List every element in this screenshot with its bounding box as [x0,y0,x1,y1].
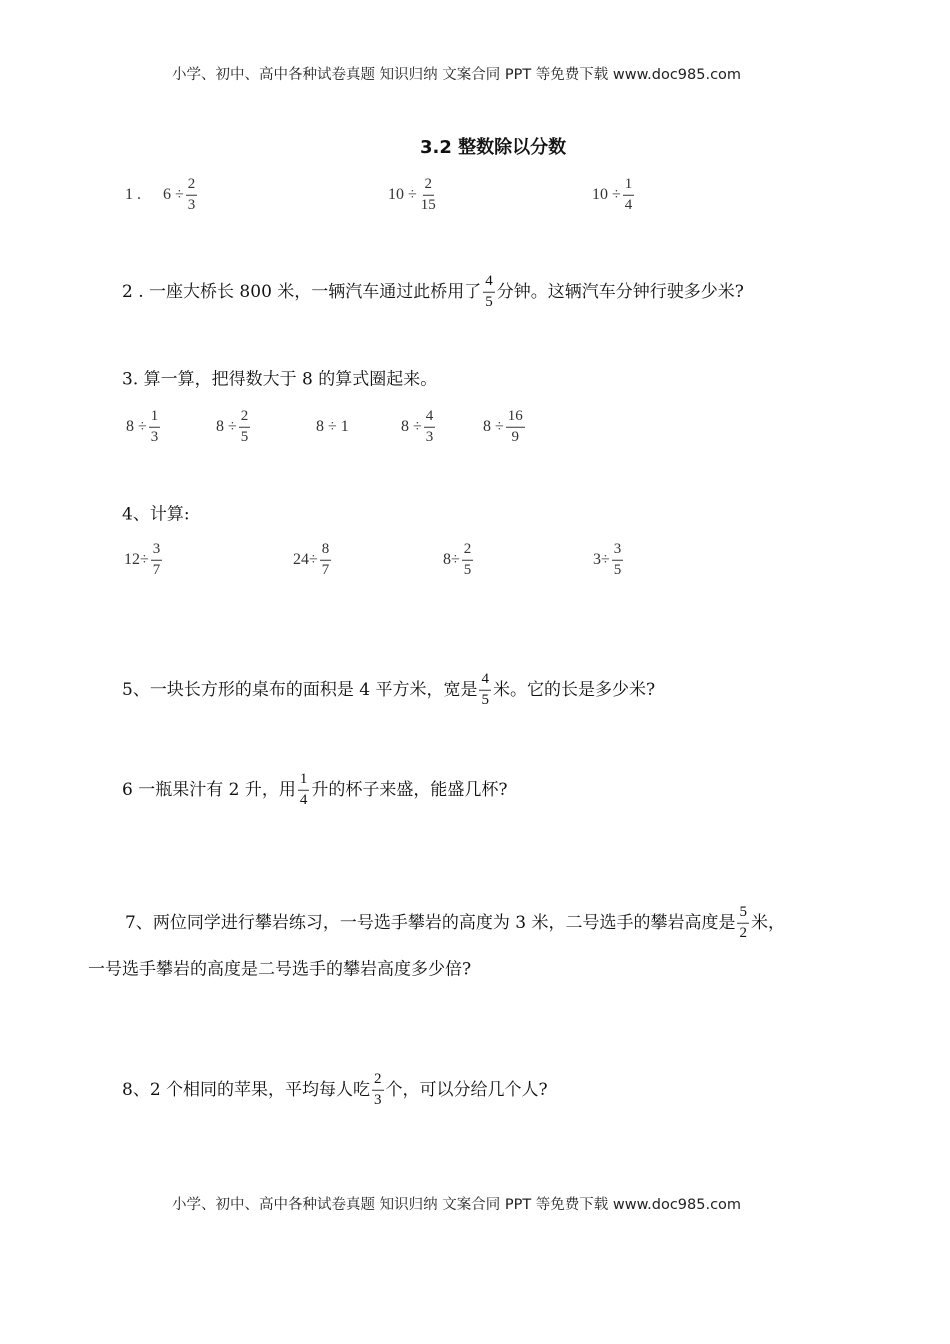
denominator: 5 [463,561,472,578]
text-segment: 8÷ [443,551,460,568]
denominator: 9 [511,428,520,445]
text-segment: 8 ÷ [401,418,422,435]
text-segment: 24÷ [293,551,318,568]
numerator: 16 [506,409,525,428]
text-segment: 米， [750,912,785,933]
text-segment: 升的杯子来盛，能盛几杯? [311,779,508,800]
numerator: 3 [151,542,163,561]
q3-expr-1 [126,409,162,446]
denominator: 3 [374,1091,382,1108]
q4-expr-4 [593,542,625,579]
denominator: 4 [624,196,633,213]
denominator: 2 [739,924,747,941]
denominator: 5 [481,691,489,708]
text-segment: 8 ÷ [216,418,237,435]
numerator: 2 [372,1072,384,1091]
text-segment: 5、一块长方形的桌布的面积是 4 平方米，宽是 [122,679,478,700]
denominator: 5 [485,293,493,310]
numerator: 4 [424,409,436,428]
fraction [298,772,310,809]
text-segment: 10 ÷ [592,186,621,203]
text-segment: 4、计算: [122,504,190,525]
fraction [419,177,438,214]
denominator: 3 [425,428,434,445]
numerator: 2 [239,409,251,428]
text-segment: 个，可以分给几个人? [385,1079,548,1100]
numerator: 3 [612,542,624,561]
fraction [483,274,495,311]
q5-text [122,672,655,709]
text-segment: 8 ÷ 1 [316,418,349,435]
q3-expr-2 [216,409,252,446]
q7-text-line2 [88,959,472,980]
numerator: 1 [623,177,635,196]
numerator: 2 [462,542,474,561]
fraction [320,542,332,579]
numerator: 1 [149,409,161,428]
fraction [623,177,635,214]
text-segment: 米。它的长是多少米? [492,679,656,700]
numerator: 1 [298,772,310,791]
q4-text [122,504,190,525]
q1-expr-1 [163,177,199,214]
fraction [737,905,749,942]
q4-expr-2 [293,542,333,579]
fraction [372,1072,384,1109]
fraction [239,409,251,446]
text-segment: 分钟。这辆汽车分钟行驶多少米? [496,281,744,302]
page-title: 3.2 整数除以分数 [420,137,567,158]
numerator: 4 [479,672,491,691]
numerator: 4 [483,274,495,293]
fraction [424,409,436,446]
fraction [186,177,198,214]
text-segment: 12÷ [124,551,149,568]
text-segment: 8 ÷ [483,418,504,435]
denominator: 15 [420,196,436,213]
denominator: 5 [240,428,249,445]
text-segment: 8、2 个相同的苹果，平均每人吃 [122,1079,371,1100]
fraction [462,542,474,579]
page-header: 小学、初中、高中各种试卷真题 知识归纳 文案合同 PPT 等免费下载 www.doc985.com [172,66,742,83]
q1-expr-3 [592,177,636,214]
q8-text [122,1072,548,1109]
page-footer: 小学、初中、高中各种试卷真题 知识归纳 文案合同 PPT 等免费下载 www.doc985.com [172,1196,742,1213]
denominator: 3 [187,196,196,213]
q7-text-line1 [125,905,785,942]
denominator: 7 [152,561,161,578]
q1-label [125,187,141,203]
fraction [506,409,525,446]
q3-text [122,369,438,390]
text-segment: 3÷ [593,551,610,568]
numerator: 2 [423,177,435,196]
text-segment: 6 一瓶果汁有 2 升，用 [122,779,296,800]
q6-text [122,772,507,809]
numerator: 5 [737,905,749,924]
q1-expr-2 [388,177,440,214]
q3-expr-4 [401,409,437,446]
denominator: 3 [150,428,159,445]
numerator: 8 [320,542,332,561]
q3-expr-5 [483,409,527,446]
denominator: 4 [299,791,308,808]
fraction [149,409,161,446]
numerator: 2 [186,177,198,196]
fraction [151,542,163,579]
text-segment: 7、两位同学进行攀岩练习，一号选手攀岩的高度为 3 米，二号选手的攀岩高度是 [125,912,736,933]
q4-expr-3 [443,542,475,579]
denominator: 5 [613,561,622,578]
text-segment: 8 ÷ [126,418,147,435]
q2-text [122,274,744,311]
q3-expr-3 [316,419,349,435]
fraction [612,542,624,579]
text-segment: 6 ÷ [163,186,184,203]
fraction [479,672,491,709]
text-segment: 3. 算一算，把得数大于 8 的算式圈起来。 [122,369,438,390]
text-segment: 10 ÷ [388,186,417,203]
q4-expr-1 [124,542,164,579]
text-segment: 2 . 一座大桥长 800 米，一辆汽车通过此桥用了 [122,281,482,302]
text-segment: 一号选手攀岩的高度是二号选手的攀岩高度多少倍? [88,959,472,980]
denominator: 7 [321,561,330,578]
text-segment: 1 . [125,186,141,203]
